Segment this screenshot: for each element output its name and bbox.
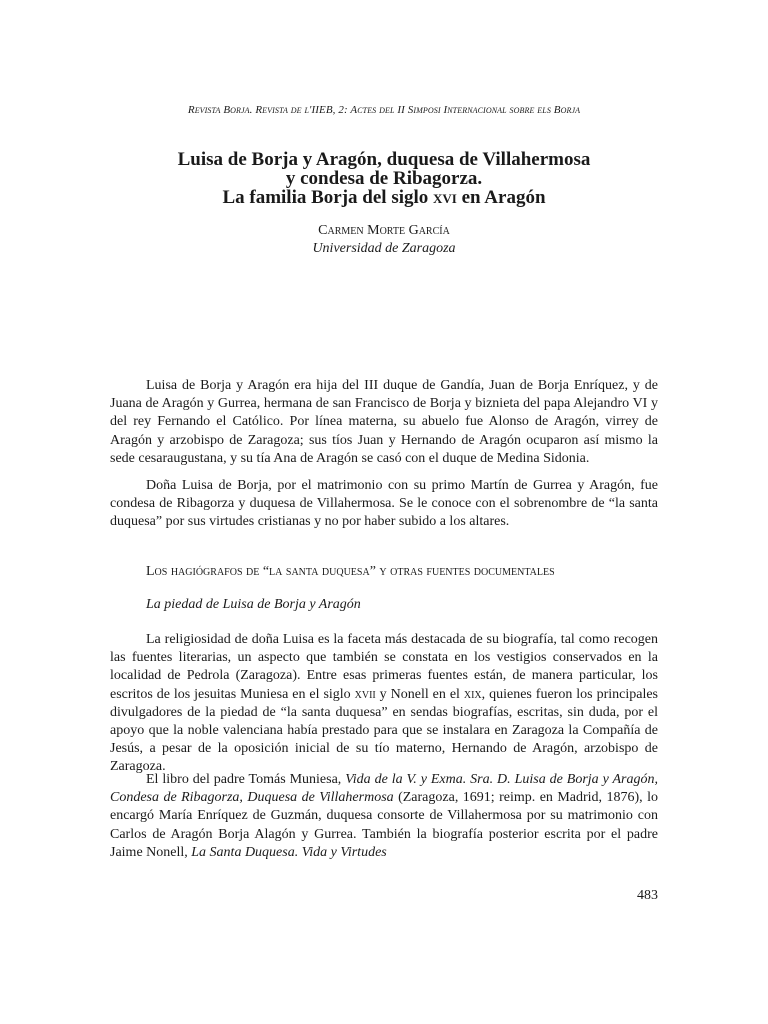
running-header: Revista Borja. Revista de l'IIEB, 2: Actes del II Simposi Internacional sobre els Borja — [187, 104, 581, 116]
title-line — [0, 188, 768, 207]
century-numeral: xvii — [354, 686, 376, 702]
title-line: y condesa de Ribagorza. — [285, 168, 483, 189]
text-run: El libro del padre Tomás Muniesa, — [146, 772, 346, 787]
text-run: La religiosidad de doña Luisa es la faceta más destacada de su biografía, tal como recogen las fuentes literarias, un aspecto que también se constata en los vestigios conservados en la localidad de Pedrola (Zaragoza). Entre esas primeras fuentes están, de manera particular, los escritos de los jesuitas Muniesa en el siglo — [110, 632, 658, 702]
subsection-heading: La piedad de Luisa de Borja y Aragón — [146, 597, 361, 612]
text-run: , quienes fueron los principales divulgadores de la piedad de “la santa duquesa” en sendas biografías, escritas, sin duda, por el apoyo que la noble valenciana había prestado para que se instalara en Zaragoza la Compañía de Jesús, a pesar de la oposición inicial de su tío materno, Hernando de Aragón, arzobispo de Zaragoza. — [110, 686, 658, 775]
text-run: (Zaragoza, 1691; reimp. en Madrid, 1876), lo encargó María Enríquez de Guzmán, duquesa consorte de Villahermosa por su matrimonio con Carlos de Aragón Borja Alagón y Gurrea. También la biografía posterior escrita por el padre Jaime Nonell, — [110, 790, 658, 860]
century-numeral: xix — [463, 686, 482, 702]
body-paragraph-2 — [110, 771, 658, 862]
intro-paragraph-1: Luisa de Borja y Aragón era hija del III duque de Gandía, Juan de Borja Enríquez, y de Juana de Aragón y Gurrea, hermana de san Francisco de Borja y biznieta del papa Alejandro VI y del rey Fernando el Católico. Por línea materna, su abuelo fue Alonso de Aragón, virrey de Aragón y arzobispo de Zaragoza; sus tíos Juan y Hernando de Aragón ocuparon así mismo la sede cesaraugustana, y su tía Ana de Aragón se casó con el duque de Medina Sidonia. — [110, 378, 658, 466]
page-number: 483 — [637, 888, 658, 903]
title-line-text: La familia Borja del siglo xvi en Aragón — [222, 187, 546, 208]
author-name: Carmen Morte García — [318, 223, 450, 238]
title-line: Luisa de Borja y Aragón, duquesa de Villahermosa — [177, 149, 591, 170]
intro-paragraph-2: Doña Luisa de Borja, por el matrimonio con su primo Martín de Gurrea y Aragón, fue condesa de Ribagorza y duquesa de Villahermosa. Se le conoce con el sobrenombre de “la santa duquesa” por sus virtudes cristianas y no por haber subido a los altares. — [110, 478, 658, 530]
body-paragraph-1 — [110, 631, 658, 777]
book-title: Vida de la V. y Exma. Sra. D. Luisa de Borja y Aragón, Condesa de Ribagorza, Duquesa de Villahermosa — [110, 772, 658, 806]
author-affiliation: Universidad de Zaragoza — [312, 241, 456, 256]
article-title — [0, 150, 768, 207]
text-run: y Nonell en el — [375, 686, 464, 702]
section-heading: Los hagiógrafos de “la santa duquesa” y otras fuentes documentales — [146, 564, 555, 579]
book-title: La Santa Duquesa. Vida y Virtudes — [191, 844, 387, 860]
